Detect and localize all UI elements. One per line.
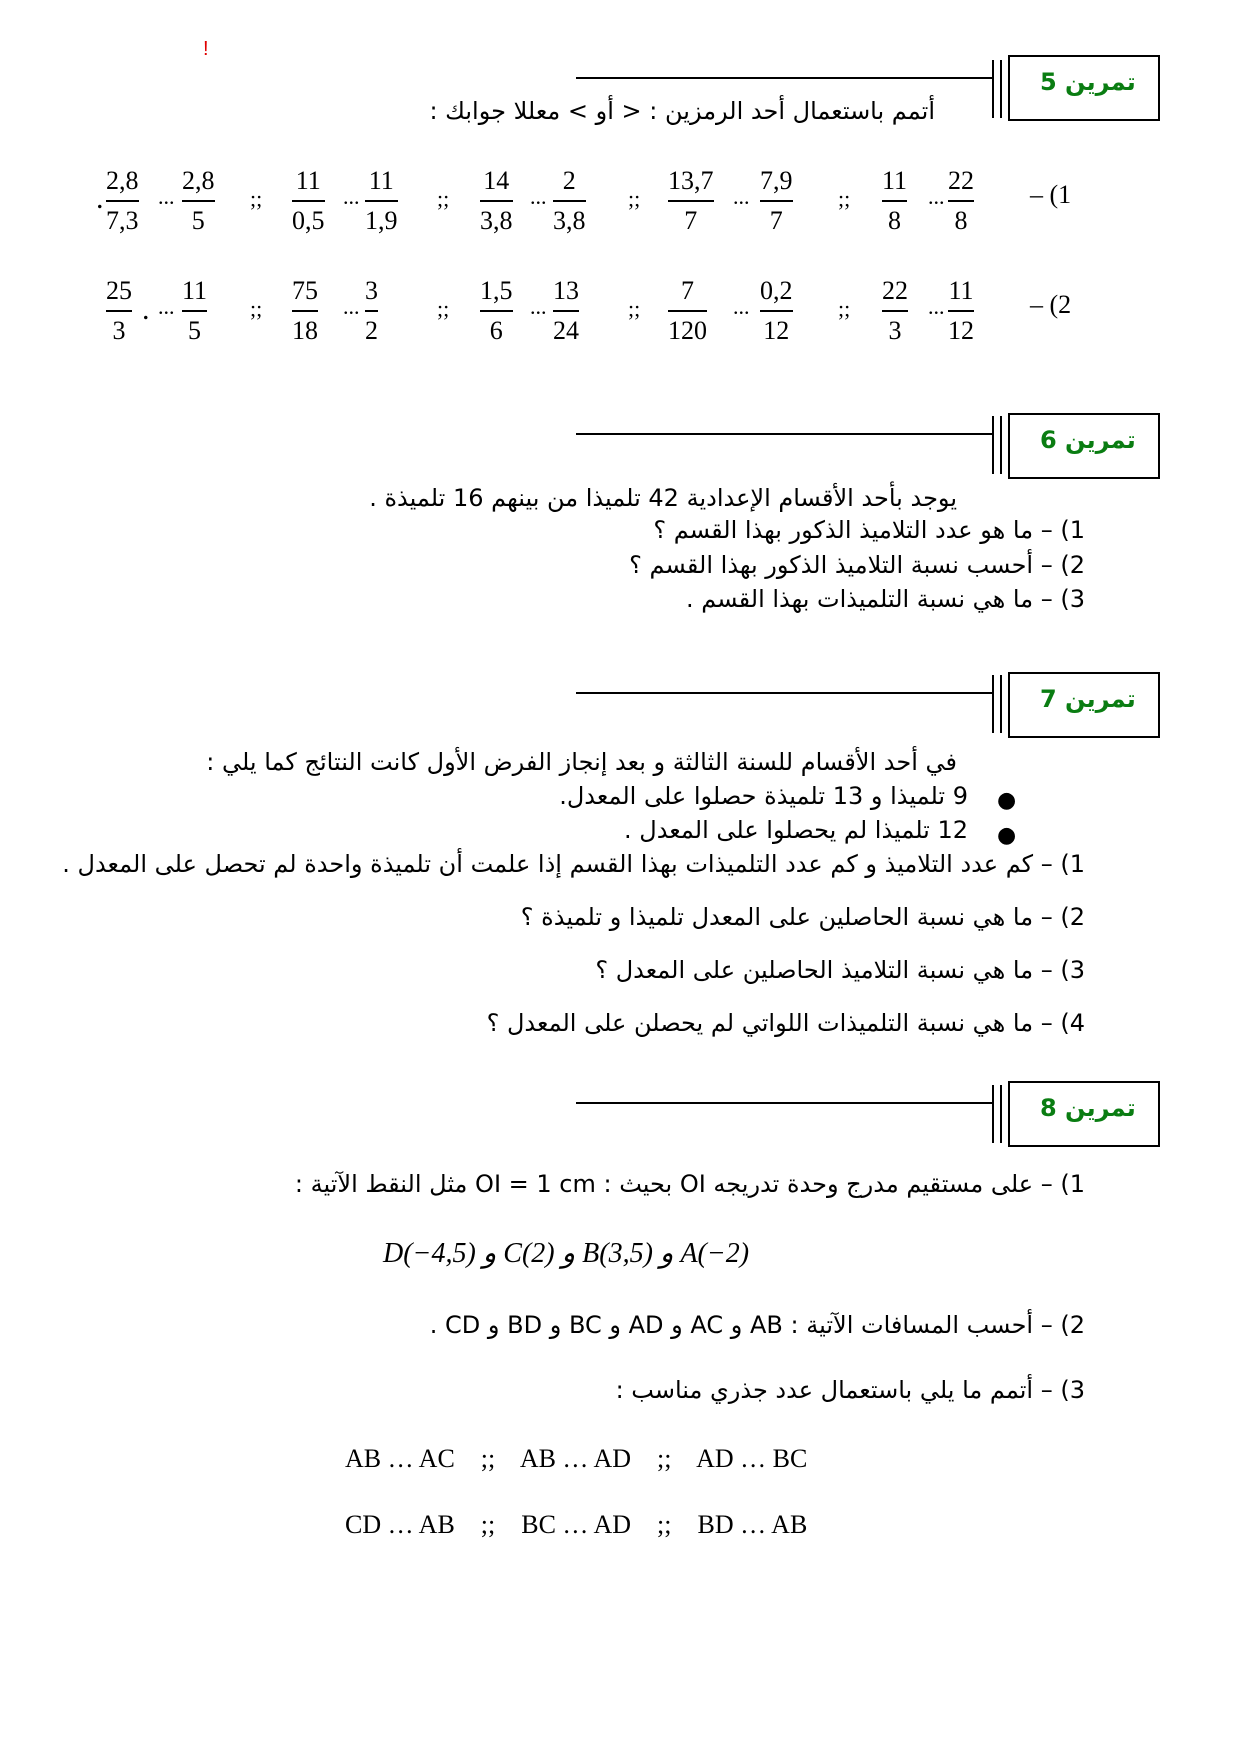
ex5-row2-pair-1-left-denominator: 3 [888, 316, 902, 345]
ex5-row1-pair-3-blank: ... [530, 184, 547, 209]
ex5-row2-pair-2-blank: ... [733, 294, 750, 319]
ex7-q4: 4) – ما هي نسبة التلميذات اللواتي لم يحصلن على المعدل ؟ [486, 1009, 1085, 1037]
ex6-q1: 1) – ما هو عدد التلاميذ الذكور بهذا القسم ؟ [653, 516, 1085, 544]
ex6-rule [576, 433, 994, 435]
ex5-row1-pair-3-right-fraction [553, 164, 586, 238]
fraction-bar [292, 200, 325, 202]
ex7-bullet-1: 9 تلميذا و 13 تلميذة حصلوا على المعدل. [559, 782, 968, 810]
fraction-bar [365, 200, 398, 202]
ex5-row1-separator: ;; [838, 186, 851, 211]
ex5-row2-pair-5-left-numerator: 25 [106, 276, 132, 305]
ex5-row2-pair-3-blank: ... [530, 294, 547, 319]
ex5-row2-pair-3-right-denominator: 24 [553, 316, 579, 345]
ex7-q2: 2) – ما هي نسبة الحاصلين على المعدل تلميذا و تلميذة ؟ [520, 903, 1085, 931]
ex5-row1-pair-5-right-fraction [182, 164, 215, 238]
ex5-row2-pair-4-blank: ... [343, 294, 360, 319]
ex8-points: D(−4,5) و C(2) و B(3,5) و A(−2) [383, 1238, 750, 1269]
ex5-rule-end [992, 60, 994, 118]
ex5-row1-pair-4-blank: ... [343, 184, 360, 209]
ex5-row1-separator: ;; [628, 186, 641, 211]
ex5-rule-end-2 [1000, 60, 1002, 118]
ex5-row2-pair-4-right-denominator: 2 [365, 316, 378, 345]
ex5-row2-pair-5-right-fraction [182, 274, 207, 348]
ex5-row2-pair-2-left-denominator: 120 [668, 316, 707, 345]
fraction-bar [882, 310, 908, 312]
ex5-row2-pair-2-right-denominator: 12 [763, 316, 790, 345]
ex5-row1-pair-1-left-numerator: 11 [882, 166, 908, 195]
ex5-row2-pair-3-right-numerator: 13 [553, 276, 579, 305]
fraction-bar [106, 200, 139, 202]
ex5-row2-pair-4-left-numerator: 75 [292, 276, 318, 305]
ex5-row2-label: – (2 [1030, 290, 1072, 319]
ex5-row2-pair-4-left-denominator: 18 [292, 316, 318, 345]
ex7-bullet-2: 12 تلميذا لم يحصلوا على المعدل . [624, 816, 968, 844]
ex5-row1-pair-1-right-denominator: 8 [954, 206, 968, 235]
ex5-row2-pair-2-left-numerator: 7 [681, 276, 694, 305]
ex8-title: تمرين 8 [1040, 1094, 1136, 1122]
fraction-bar [182, 200, 215, 202]
ex5-row1-pair-3-left-denominator: 3,8 [480, 206, 513, 235]
fraction-bar [292, 310, 318, 312]
ex5-row1-pair-5-left-numerator: 2,8 [106, 166, 139, 195]
ex7-rule [576, 692, 994, 694]
fraction-bar [480, 310, 513, 312]
ex5-row2-pair-4-left-fraction [292, 274, 318, 348]
ex5-row2-pair-3-left-fraction [480, 274, 513, 348]
ex5-row2-pair-3-left-numerator: 1,5 [480, 276, 513, 305]
ex5-row1-pair-2-blank: ... [733, 184, 750, 209]
ex7-q1: 1) – كم عدد التلاميذ و كم عدد التلميذات بهذا القسم إذا علمت أن تلميذة واحدة لم تحصل على المعدل . [62, 850, 1085, 878]
ex5-row1-pair-4-right-fraction [365, 164, 398, 238]
ex7-bullet-1-dot: ● [997, 788, 1017, 813]
ex5-row1-pair-1-right-numerator: 22 [948, 166, 974, 195]
ex5-row2-pair-1-blank: ... [928, 294, 945, 319]
ex5-row1-end: . [96, 182, 104, 215]
ex8-compare-row-1: AB … AC ;; AB … AD ;; AD … BC [345, 1444, 808, 1473]
fraction-bar [668, 200, 714, 202]
ex5-row2-pair-5-blank: ... [158, 294, 175, 319]
ex6-title: تمرين 6 [1040, 426, 1136, 454]
ex5-row2-pair-3-right-fraction [553, 274, 579, 348]
ex5-row1-pair-3-left-fraction [480, 164, 513, 238]
ex8-q1: 1) – على مستقيم مدرج وحدة تدريجه OI بحيث : OI = 1 cm مثل النقط الآتية : [294, 1170, 1085, 1198]
ex8-q2: 2) – أحسب المسافات الآتية : AB و AC و AD و BC و BD و CD . [429, 1311, 1085, 1339]
ex5-row2-end: . [142, 293, 150, 326]
ex5-row1-pair-5-left-denominator: 7,3 [106, 206, 139, 235]
ex5-row2-pair-2-right-fraction [760, 274, 793, 348]
ex7-q3: 3) – ما هي نسبة التلاميذ الحاصلين على المعدل ؟ [595, 956, 1085, 984]
ex5-row1-pair-2-left-fraction [668, 164, 714, 238]
ex5-row2-pair-5-left-fraction [106, 274, 132, 348]
ex5-row2-pair-3-left-denominator: 6 [489, 316, 503, 345]
ex5-row1-pair-2-right-fraction [760, 164, 793, 238]
ex5-row2-pair-1-left-numerator: 22 [882, 276, 908, 305]
ex5-row1-pair-1-right-fraction [948, 164, 974, 238]
ex6-q3: 3) – ما هي نسبة التلميذات بهذا القسم . [686, 585, 1085, 613]
ex5-row2-pair-4-right-numerator: 3 [365, 276, 378, 305]
top-mark: ! [203, 38, 209, 60]
ex5-row1-pair-2-right-denominator: 7 [769, 206, 783, 235]
ex8-compare-row-2: CD … AB ;; BC … AD ;; BD … AB [345, 1510, 808, 1539]
ex5-row1-pair-1-left-fraction [882, 164, 907, 238]
fraction-bar [553, 310, 579, 312]
ex5-row1-pair-5-left-fraction [106, 164, 139, 238]
ex5-row2-separator: ;; [437, 296, 450, 321]
fraction-bar [948, 310, 974, 312]
ex7-title: تمرين 7 [1040, 685, 1136, 713]
ex5-row1-pair-4-left-numerator: 11 [295, 166, 321, 195]
ex5-rule [576, 77, 994, 79]
fraction-bar [760, 200, 793, 202]
ex7-rule-end [992, 675, 994, 733]
ex5-row2-separator: ;; [250, 296, 263, 321]
ex5-row1-pair-5-right-denominator: 5 [191, 206, 205, 235]
fraction-bar [948, 200, 974, 202]
ex5-row1-pair-3-left-numerator: 14 [483, 166, 510, 195]
ex5-row2-separator: ;; [628, 296, 641, 321]
ex7-rule-end-2 [1000, 675, 1002, 733]
ex6-rule-end [992, 416, 994, 474]
ex6-rule-end-2 [1000, 416, 1002, 474]
fraction-bar [480, 200, 513, 202]
ex5-row2-pair-1-right-denominator: 12 [948, 316, 974, 345]
ex7-bullet-2-dot: ● [997, 823, 1017, 848]
ex5-row2-pair-2-left-fraction [668, 274, 707, 348]
ex6-intro: يوجد بأحد الأقسام الإعدادية 42 تلميذا من بينهم 16 تلميذة . [369, 484, 957, 512]
ex5-row1-pair-5-blank: ... [158, 184, 175, 209]
ex5-row1-pair-2-right-numerator: 7,9 [760, 166, 793, 195]
ex5-row2-pair-2-right-numerator: 0,2 [760, 276, 793, 305]
ex5-title: تمرين 5 [1040, 68, 1136, 96]
ex5-row1-pair-4-left-fraction [292, 164, 325, 238]
ex5-instruction: أتمم باستعمال أحد الرمزين : < أو > معللا جوابك : [429, 97, 935, 125]
fraction-bar [882, 200, 907, 202]
ex5-row2-pair-5-left-denominator: 3 [112, 316, 126, 345]
ex5-row1-pair-1-blank: ... [928, 184, 945, 209]
fraction-bar [668, 310, 707, 312]
ex5-row1-pair-4-right-numerator: 11 [368, 166, 394, 195]
ex5-row2-pair-1-left-fraction [882, 274, 908, 348]
ex5-row2-pair-4-right-fraction [365, 274, 378, 348]
fraction-bar [106, 310, 132, 312]
ex8-rule-end [992, 1085, 994, 1143]
ex8-rule-end-2 [1000, 1085, 1002, 1143]
ex5-row2-pair-1-right-fraction [948, 274, 974, 348]
ex5-row2-pair-5-right-numerator: 11 [182, 276, 208, 305]
fraction-bar [553, 200, 586, 202]
ex5-row1-pair-3-right-denominator: 3,8 [553, 206, 586, 235]
ex6-q2: 2) – أحسب نسبة التلاميذ الذكور بهذا القسم ؟ [629, 551, 1085, 579]
ex5-row1-separator: ;; [437, 186, 450, 211]
ex5-row1-pair-3-right-numerator: 2 [562, 166, 576, 195]
ex5-row1-pair-4-right-denominator: 1,9 [365, 206, 398, 235]
ex5-row1-pair-1-left-denominator: 8 [888, 206, 902, 235]
ex5-row1-pair-2-left-numerator: 13,7 [668, 166, 714, 195]
ex5-row2-pair-5-right-denominator: 5 [188, 316, 202, 345]
ex5-row1-pair-2-left-denominator: 7 [684, 206, 698, 235]
ex5-row1-pair-4-left-denominator: 0,5 [292, 206, 325, 235]
ex5-row1-pair-5-right-numerator: 2,8 [182, 166, 215, 195]
ex8-rule [576, 1102, 994, 1104]
ex5-row2-pair-1-right-numerator: 11 [948, 276, 974, 305]
fraction-bar [365, 310, 378, 312]
ex7-intro: في أحد الأقسام للسنة الثالثة و بعد إنجاز الفرض الأول كانت النتائج كما يلي : [206, 748, 957, 776]
ex8-q3: 3) – أتمم ما يلي باستعمال عدد جذري مناسب : [615, 1376, 1085, 1404]
ex5-row2-separator: ;; [838, 296, 851, 321]
ex5-row1-separator: ;; [250, 186, 263, 211]
fraction-bar [182, 310, 207, 312]
fraction-bar [760, 310, 793, 312]
ex5-row1-label: – (1 [1030, 180, 1072, 209]
